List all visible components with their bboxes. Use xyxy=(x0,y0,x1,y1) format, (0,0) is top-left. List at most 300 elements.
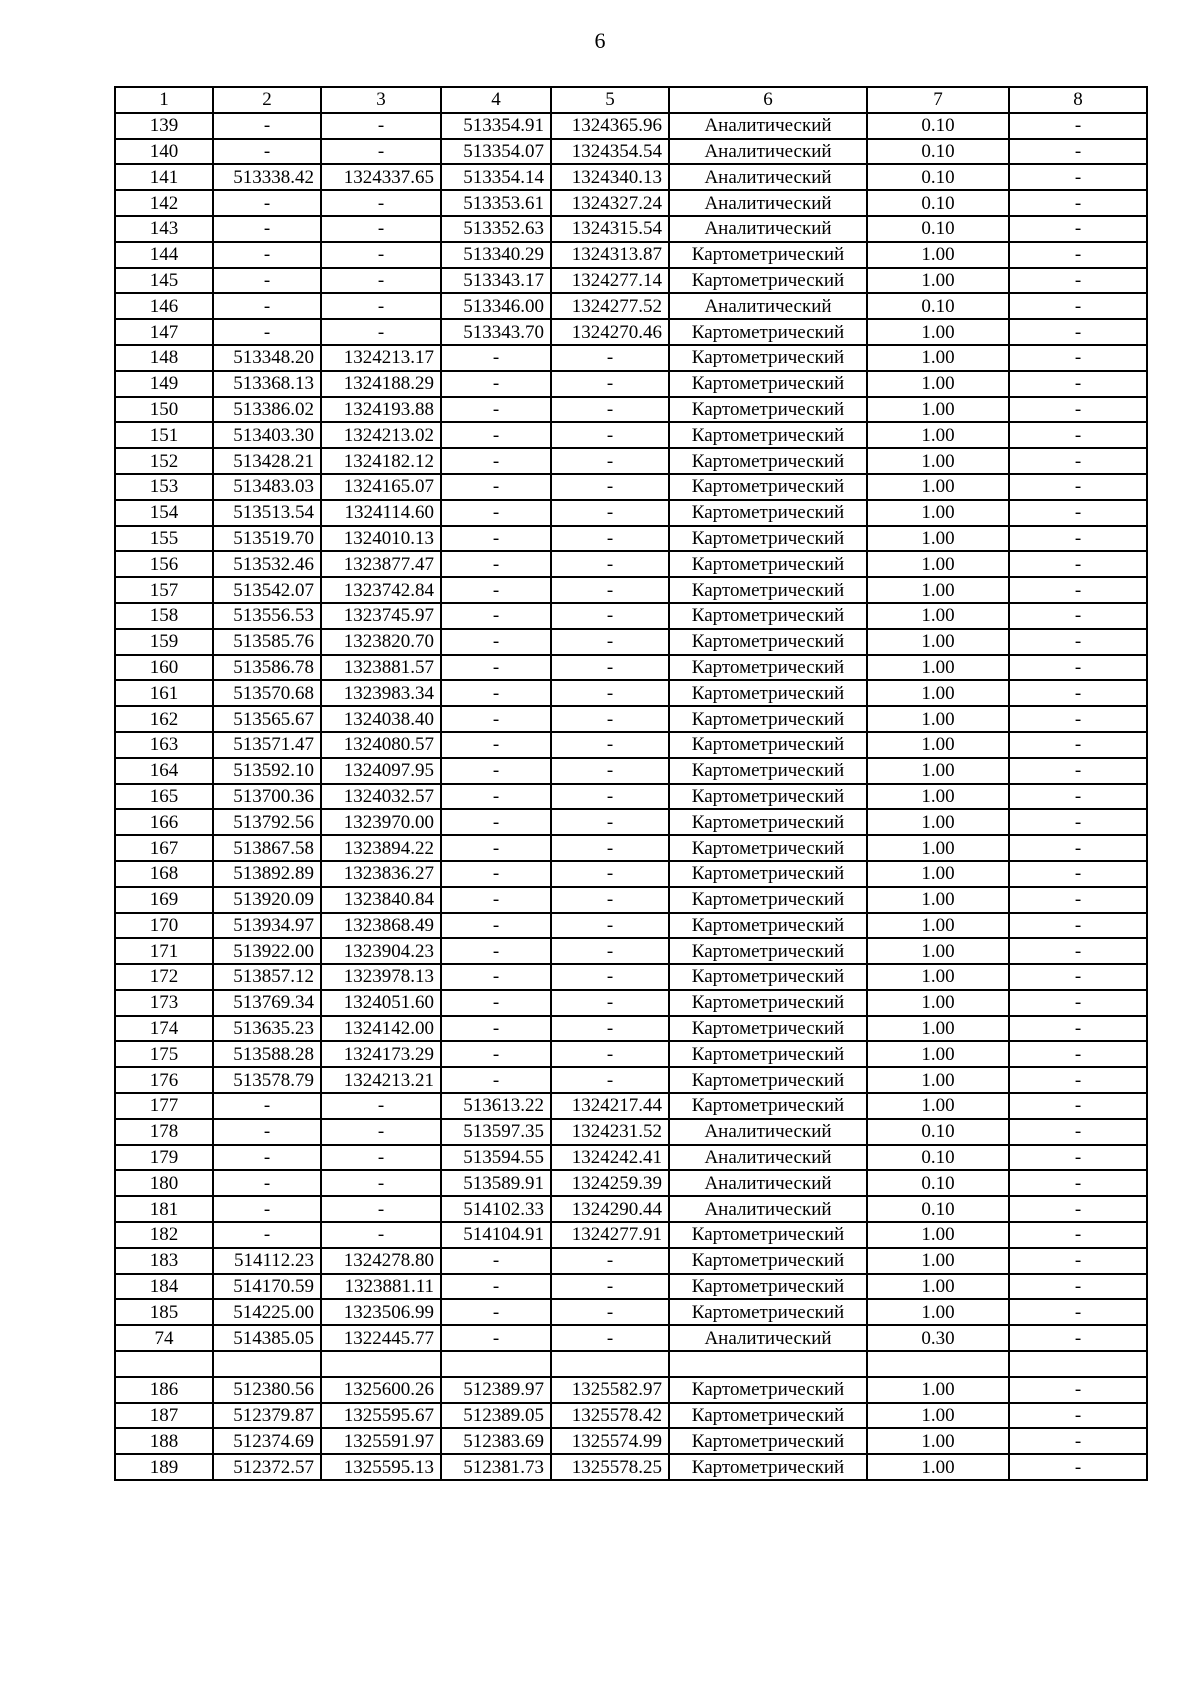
x-old-cell: - xyxy=(213,1196,321,1222)
table-row xyxy=(115,500,1147,526)
y-old-cell: 1324038.40 xyxy=(321,706,441,732)
table-row xyxy=(115,1454,1147,1480)
x-old-cell: - xyxy=(213,1222,321,1248)
x-old-cell: 514225.00 xyxy=(213,1299,321,1325)
x-old-cell: 513368.13 xyxy=(213,371,321,397)
point-number-cell: 139 xyxy=(115,113,213,139)
x-new-cell: - xyxy=(441,1067,551,1093)
x-new-cell: 513354.91 xyxy=(441,113,551,139)
x-new-cell: - xyxy=(441,938,551,964)
table-row xyxy=(115,164,1147,190)
x-new-cell: - xyxy=(441,500,551,526)
y-old-cell: 1324080.57 xyxy=(321,732,441,758)
x-old-cell: 513700.36 xyxy=(213,784,321,810)
x-old-cell: 513571.47 xyxy=(213,732,321,758)
x-new-cell: 514102.33 xyxy=(441,1196,551,1222)
note-cell: - xyxy=(1009,1299,1147,1325)
y-new-cell: 1324313.87 xyxy=(551,242,669,268)
note-cell: - xyxy=(1009,474,1147,500)
y-new-cell: - xyxy=(551,732,669,758)
note-cell: - xyxy=(1009,706,1147,732)
point-number-cell: 177 xyxy=(115,1093,213,1119)
y-old-cell: 1323836.27 xyxy=(321,861,441,887)
table-row xyxy=(115,551,1147,577)
table-row xyxy=(115,938,1147,964)
x-old-cell: 513542.07 xyxy=(213,577,321,603)
y-new-cell: - xyxy=(551,629,669,655)
y-new-cell xyxy=(551,1351,669,1377)
table-row xyxy=(115,809,1147,835)
method-cell: Картометрический xyxy=(669,1016,867,1042)
table-row xyxy=(115,293,1147,319)
accuracy-cell: 0.10 xyxy=(867,139,1009,165)
note-cell: - xyxy=(1009,1093,1147,1119)
point-number-cell: 183 xyxy=(115,1248,213,1274)
x-new-cell: - xyxy=(441,655,551,681)
note-cell: - xyxy=(1009,164,1147,190)
note-cell: - xyxy=(1009,448,1147,474)
point-number-cell: 144 xyxy=(115,242,213,268)
y-new-cell: - xyxy=(551,526,669,552)
accuracy-cell: 1.00 xyxy=(867,887,1009,913)
column-header: 6 xyxy=(669,87,867,113)
x-old-cell: - xyxy=(213,319,321,345)
point-number-cell: 188 xyxy=(115,1428,213,1454)
coordinates-table xyxy=(114,86,1148,1481)
x-old-cell: 513892.89 xyxy=(213,861,321,887)
table-row xyxy=(115,397,1147,423)
table-row xyxy=(115,526,1147,552)
x-new-cell: - xyxy=(441,1248,551,1274)
note-cell: - xyxy=(1009,1196,1147,1222)
point-number-cell: 165 xyxy=(115,784,213,810)
accuracy-cell: 1.00 xyxy=(867,938,1009,964)
method-cell: Аналитический xyxy=(669,1145,867,1171)
accuracy-cell: 1.00 xyxy=(867,1377,1009,1403)
y-new-cell: - xyxy=(551,938,669,964)
note-cell: - xyxy=(1009,422,1147,448)
table-row xyxy=(115,758,1147,784)
method-cell: Картометрический xyxy=(669,448,867,474)
x-old-cell: 513867.58 xyxy=(213,835,321,861)
note-cell: - xyxy=(1009,1145,1147,1171)
method-cell: Картометрический xyxy=(669,1274,867,1300)
x-old-cell: 512380.56 xyxy=(213,1377,321,1403)
x-new-cell: 513354.14 xyxy=(441,164,551,190)
y-new-cell: - xyxy=(551,1016,669,1042)
note-cell: - xyxy=(1009,500,1147,526)
y-old-cell: 1323970.00 xyxy=(321,809,441,835)
x-old-cell: 513922.00 xyxy=(213,938,321,964)
method-cell: Картометрический xyxy=(669,268,867,294)
x-new-cell: - xyxy=(441,577,551,603)
x-old-cell: 513586.78 xyxy=(213,655,321,681)
x-new-cell: - xyxy=(441,964,551,990)
note-cell: - xyxy=(1009,758,1147,784)
x-old-cell: 513556.53 xyxy=(213,603,321,629)
table-row xyxy=(115,861,1147,887)
accuracy-cell: 1.00 xyxy=(867,1093,1009,1119)
point-number-cell: 157 xyxy=(115,577,213,603)
x-old-cell: - xyxy=(213,268,321,294)
method-cell: Картометрический xyxy=(669,887,867,913)
y-old-cell: - xyxy=(321,1170,441,1196)
y-new-cell: - xyxy=(551,655,669,681)
x-old-cell: 513635.23 xyxy=(213,1016,321,1042)
x-old-cell: 513428.21 xyxy=(213,448,321,474)
point-number-cell: 156 xyxy=(115,551,213,577)
method-cell: Картометрический xyxy=(669,629,867,655)
y-old-cell: 1324337.65 xyxy=(321,164,441,190)
y-old-cell: 1324010.13 xyxy=(321,526,441,552)
method-cell: Картометрический xyxy=(669,577,867,603)
x-new-cell: - xyxy=(441,835,551,861)
note-cell: - xyxy=(1009,216,1147,242)
accuracy-cell: 1.00 xyxy=(867,680,1009,706)
table-row xyxy=(115,474,1147,500)
method-cell: Картометрический xyxy=(669,655,867,681)
page-number: 6 xyxy=(594,28,606,53)
accuracy-cell: 1.00 xyxy=(867,242,1009,268)
note-cell: - xyxy=(1009,1119,1147,1145)
table-row xyxy=(115,784,1147,810)
y-old-cell: 1324188.29 xyxy=(321,371,441,397)
point-number-cell: 167 xyxy=(115,835,213,861)
x-new-cell: 512389.05 xyxy=(441,1403,551,1429)
note-cell: - xyxy=(1009,1170,1147,1196)
method-cell: Аналитический xyxy=(669,1196,867,1222)
table-row xyxy=(115,732,1147,758)
note-cell: - xyxy=(1009,293,1147,319)
x-new-cell: - xyxy=(441,1299,551,1325)
method-cell: Картометрический xyxy=(669,809,867,835)
point-number-cell: 187 xyxy=(115,1403,213,1429)
note-cell: - xyxy=(1009,938,1147,964)
x-old-cell: - xyxy=(213,242,321,268)
x-new-cell: 514104.91 xyxy=(441,1222,551,1248)
point-number-cell: 164 xyxy=(115,758,213,784)
accuracy-cell: 0.10 xyxy=(867,1170,1009,1196)
point-number-cell: 170 xyxy=(115,913,213,939)
x-new-cell: - xyxy=(441,1274,551,1300)
table-row xyxy=(115,835,1147,861)
x-new-cell: 513353.61 xyxy=(441,190,551,216)
y-new-cell: - xyxy=(551,1041,669,1067)
method-cell: Картометрический xyxy=(669,474,867,500)
point-number-cell xyxy=(115,1351,213,1377)
method-cell: Аналитический xyxy=(669,1119,867,1145)
x-old-cell: 513403.30 xyxy=(213,422,321,448)
method-cell: Аналитический xyxy=(669,216,867,242)
method-cell: Картометрический xyxy=(669,1377,867,1403)
table-row xyxy=(115,603,1147,629)
method-cell: Картометрический xyxy=(669,758,867,784)
y-old-cell: 1324193.88 xyxy=(321,397,441,423)
note-cell: - xyxy=(1009,319,1147,345)
accuracy-cell: 1.00 xyxy=(867,1274,1009,1300)
point-number-cell: 142 xyxy=(115,190,213,216)
table-row xyxy=(115,1403,1147,1429)
y-new-cell: - xyxy=(551,758,669,784)
x-old-cell: - xyxy=(213,293,321,319)
table-row xyxy=(115,1222,1147,1248)
note-cell: - xyxy=(1009,577,1147,603)
accuracy-cell: 1.00 xyxy=(867,268,1009,294)
x-new-cell: - xyxy=(441,345,551,371)
table-row xyxy=(115,1119,1147,1145)
accuracy-cell: 1.00 xyxy=(867,603,1009,629)
point-number-cell: 158 xyxy=(115,603,213,629)
accuracy-cell: 1.00 xyxy=(867,422,1009,448)
note-cell: - xyxy=(1009,809,1147,835)
point-number-cell: 168 xyxy=(115,861,213,887)
x-new-cell: - xyxy=(441,887,551,913)
method-cell: Картометрический xyxy=(669,1093,867,1119)
point-number-cell: 147 xyxy=(115,319,213,345)
method-cell: Картометрический xyxy=(669,1299,867,1325)
x-old-cell: 514112.23 xyxy=(213,1248,321,1274)
y-new-cell: 1324217.44 xyxy=(551,1093,669,1119)
x-old-cell: 512372.57 xyxy=(213,1454,321,1480)
x-new-cell: - xyxy=(441,551,551,577)
table-row xyxy=(115,655,1147,681)
note-cell: - xyxy=(1009,1067,1147,1093)
y-old-cell: 1325591.97 xyxy=(321,1428,441,1454)
y-new-cell: - xyxy=(551,1067,669,1093)
column-header: 8 xyxy=(1009,87,1147,113)
table-row xyxy=(115,1067,1147,1093)
x-new-cell: 513597.35 xyxy=(441,1119,551,1145)
note-cell: - xyxy=(1009,655,1147,681)
accuracy-cell: 1.00 xyxy=(867,551,1009,577)
x-old-cell: 513769.34 xyxy=(213,990,321,1016)
x-old-cell xyxy=(213,1351,321,1377)
y-old-cell: 1323868.49 xyxy=(321,913,441,939)
y-new-cell: - xyxy=(551,1248,669,1274)
x-old-cell: - xyxy=(213,113,321,139)
point-number-cell: 145 xyxy=(115,268,213,294)
table-row xyxy=(115,268,1147,294)
table-row xyxy=(115,1428,1147,1454)
point-number-cell: 189 xyxy=(115,1454,213,1480)
y-new-cell: - xyxy=(551,551,669,577)
x-old-cell: 513857.12 xyxy=(213,964,321,990)
point-number-cell: 175 xyxy=(115,1041,213,1067)
x-new-cell: - xyxy=(441,603,551,629)
y-new-cell: 1324315.54 xyxy=(551,216,669,242)
accuracy-cell: 0.10 xyxy=(867,190,1009,216)
y-new-cell: - xyxy=(551,1299,669,1325)
method-cell: Аналитический xyxy=(669,1170,867,1196)
y-new-cell: - xyxy=(551,706,669,732)
accuracy-cell: 1.00 xyxy=(867,526,1009,552)
y-new-cell: - xyxy=(551,809,669,835)
y-new-cell: - xyxy=(551,861,669,887)
point-number-cell: 143 xyxy=(115,216,213,242)
method-cell: Картометрический xyxy=(669,1454,867,1480)
x-new-cell: 512389.97 xyxy=(441,1377,551,1403)
x-old-cell: 513934.97 xyxy=(213,913,321,939)
y-new-cell: 1324277.52 xyxy=(551,293,669,319)
table-row xyxy=(115,1170,1147,1196)
x-old-cell: 513792.56 xyxy=(213,809,321,835)
accuracy-cell: 0.10 xyxy=(867,1196,1009,1222)
y-old-cell: 1323904.23 xyxy=(321,938,441,964)
accuracy-cell: 0.10 xyxy=(867,113,1009,139)
method-cell: Аналитический xyxy=(669,293,867,319)
table-row xyxy=(115,577,1147,603)
x-old-cell: 513348.20 xyxy=(213,345,321,371)
x-new-cell: - xyxy=(441,706,551,732)
y-old-cell: - xyxy=(321,319,441,345)
point-number-cell: 186 xyxy=(115,1377,213,1403)
y-old-cell xyxy=(321,1351,441,1377)
x-new-cell: 513340.29 xyxy=(441,242,551,268)
x-old-cell: 512379.87 xyxy=(213,1403,321,1429)
x-old-cell: - xyxy=(213,1093,321,1119)
table-header-row xyxy=(115,87,1147,113)
accuracy-cell: 1.00 xyxy=(867,500,1009,526)
y-new-cell: - xyxy=(551,422,669,448)
note-cell: - xyxy=(1009,526,1147,552)
x-old-cell: 512374.69 xyxy=(213,1428,321,1454)
point-number-cell: 152 xyxy=(115,448,213,474)
y-new-cell: 1325574.99 xyxy=(551,1428,669,1454)
x-old-cell: 513519.70 xyxy=(213,526,321,552)
x-new-cell: 513354.07 xyxy=(441,139,551,165)
method-cell: Картометрический xyxy=(669,1041,867,1067)
x-old-cell: - xyxy=(213,139,321,165)
y-old-cell: 1323840.84 xyxy=(321,887,441,913)
accuracy-cell: 1.00 xyxy=(867,1041,1009,1067)
table-row xyxy=(115,371,1147,397)
x-old-cell: 513513.54 xyxy=(213,500,321,526)
table-row xyxy=(115,1248,1147,1274)
y-new-cell: 1324242.41 xyxy=(551,1145,669,1171)
point-number-cell: 166 xyxy=(115,809,213,835)
y-old-cell: 1323881.57 xyxy=(321,655,441,681)
x-old-cell: 513588.28 xyxy=(213,1041,321,1067)
note-cell: - xyxy=(1009,835,1147,861)
method-cell: Картометрический xyxy=(669,938,867,964)
y-old-cell: 1324142.00 xyxy=(321,1016,441,1042)
note-cell: - xyxy=(1009,1377,1147,1403)
note-cell: - xyxy=(1009,139,1147,165)
method-cell: Картометрический xyxy=(669,680,867,706)
note-cell: - xyxy=(1009,1016,1147,1042)
method-cell: Картометрический xyxy=(669,1428,867,1454)
column-header: 1 xyxy=(115,87,213,113)
point-number-cell: 172 xyxy=(115,964,213,990)
method-cell: Картометрический xyxy=(669,706,867,732)
note-cell: - xyxy=(1009,861,1147,887)
point-number-cell: 169 xyxy=(115,887,213,913)
accuracy-cell: 1.00 xyxy=(867,990,1009,1016)
point-number-cell: 151 xyxy=(115,422,213,448)
column-header: 2 xyxy=(213,87,321,113)
x-new-cell: - xyxy=(441,1041,551,1067)
x-new-cell: - xyxy=(441,913,551,939)
x-old-cell: - xyxy=(213,1145,321,1171)
y-old-cell: - xyxy=(321,113,441,139)
y-old-cell: - xyxy=(321,1222,441,1248)
note-cell: - xyxy=(1009,190,1147,216)
x-new-cell: - xyxy=(441,448,551,474)
point-number-cell: 150 xyxy=(115,397,213,423)
y-new-cell: 1324365.96 xyxy=(551,113,669,139)
x-old-cell: 514170.59 xyxy=(213,1274,321,1300)
accuracy-cell: 1.00 xyxy=(867,835,1009,861)
y-new-cell: - xyxy=(551,990,669,1016)
y-old-cell: - xyxy=(321,216,441,242)
y-old-cell: - xyxy=(321,1145,441,1171)
y-new-cell: - xyxy=(551,784,669,810)
note-cell: - xyxy=(1009,113,1147,139)
note-cell: - xyxy=(1009,603,1147,629)
y-old-cell: 1323894.22 xyxy=(321,835,441,861)
table-row xyxy=(115,139,1147,165)
table-row xyxy=(115,216,1147,242)
accuracy-cell: 1.00 xyxy=(867,706,1009,732)
column-header: 5 xyxy=(551,87,669,113)
method-cell: Картометрический xyxy=(669,1067,867,1093)
method-cell: Картометрический xyxy=(669,1222,867,1248)
y-old-cell: 1324182.12 xyxy=(321,448,441,474)
x-old-cell: 513338.42 xyxy=(213,164,321,190)
accuracy-cell: 1.00 xyxy=(867,784,1009,810)
accuracy-cell: 1.00 xyxy=(867,345,1009,371)
note-cell: - xyxy=(1009,1041,1147,1067)
method-cell: Картометрический xyxy=(669,345,867,371)
y-old-cell: 1324213.21 xyxy=(321,1067,441,1093)
x-old-cell: 513532.46 xyxy=(213,551,321,577)
x-new-cell: - xyxy=(441,861,551,887)
point-number-cell: 160 xyxy=(115,655,213,681)
table-row xyxy=(115,448,1147,474)
point-number-cell: 74 xyxy=(115,1325,213,1351)
method-cell: Картометрический xyxy=(669,551,867,577)
point-number-cell: 181 xyxy=(115,1196,213,1222)
y-new-cell: - xyxy=(551,474,669,500)
table-row xyxy=(115,1274,1147,1300)
accuracy-cell: 1.00 xyxy=(867,319,1009,345)
note-cell: - xyxy=(1009,913,1147,939)
x-new-cell: - xyxy=(441,732,551,758)
method-cell: Аналитический xyxy=(669,164,867,190)
y-old-cell: 1324097.95 xyxy=(321,758,441,784)
x-new-cell: - xyxy=(441,397,551,423)
y-new-cell: 1325578.25 xyxy=(551,1454,669,1480)
accuracy-cell: 1.00 xyxy=(867,1454,1009,1480)
x-old-cell: 513585.76 xyxy=(213,629,321,655)
table-row xyxy=(115,1145,1147,1171)
x-new-cell: 512383.69 xyxy=(441,1428,551,1454)
method-cell: Картометрический xyxy=(669,990,867,1016)
table-row xyxy=(115,629,1147,655)
accuracy-cell: 1.00 xyxy=(867,371,1009,397)
y-old-cell: 1324051.60 xyxy=(321,990,441,1016)
point-number-cell: 148 xyxy=(115,345,213,371)
accuracy-cell: 1.00 xyxy=(867,577,1009,603)
point-number-cell: 159 xyxy=(115,629,213,655)
table-row xyxy=(115,242,1147,268)
column-header: 4 xyxy=(441,87,551,113)
y-new-cell: 1325578.42 xyxy=(551,1403,669,1429)
y-old-cell: - xyxy=(321,293,441,319)
point-number-cell: 153 xyxy=(115,474,213,500)
y-new-cell: 1324290.44 xyxy=(551,1196,669,1222)
x-new-cell: 513343.17 xyxy=(441,268,551,294)
